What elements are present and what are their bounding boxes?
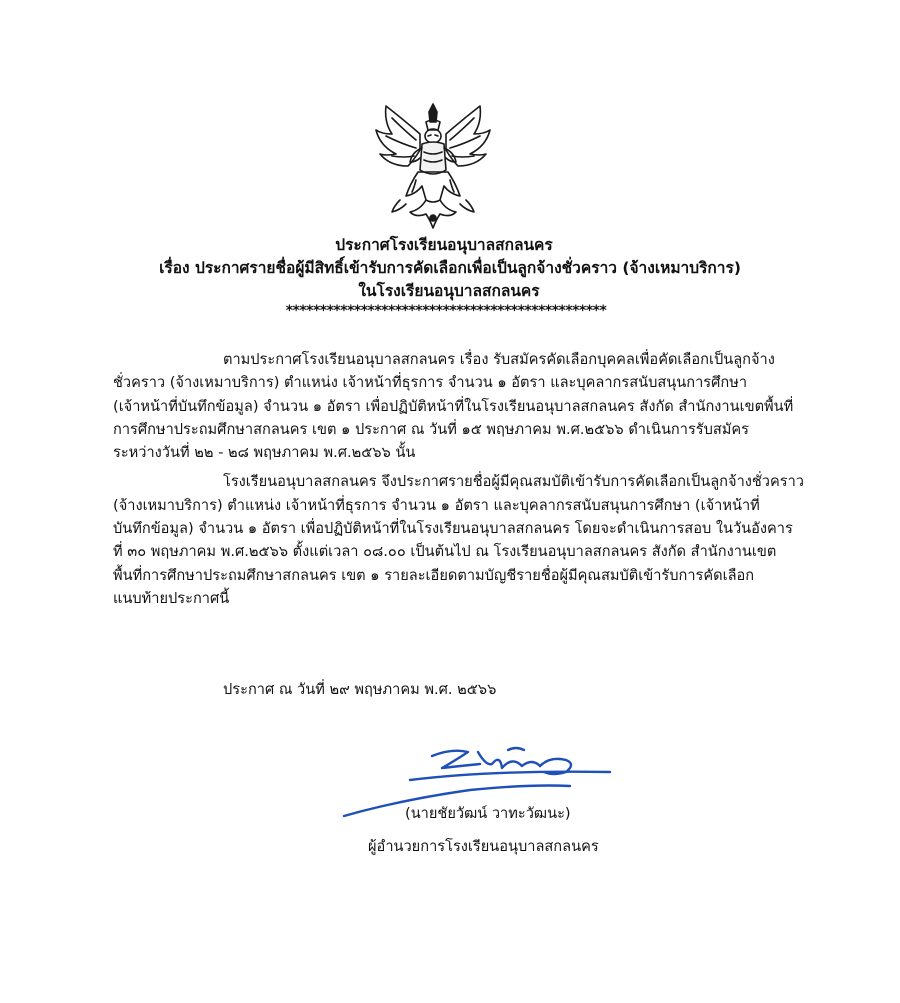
- paragraph-2-line: พื้นที่การศึกษาประถมศึกษาสกลนคร เขต ๑ รายละเอียดตามบัญชีรายชื่อผู้มีคุณสมบัติเข้ารับการคัดเลือก: [113, 566, 755, 584]
- paragraph-2-line: โรงเรียนอนุบาลสกลนคร จึงประกาศรายชื่อผู้มีคุณสมบัติเข้ารับการคัดเลือกเป็นลูกจ้างชั่วคราว: [223, 473, 804, 491]
- paragraph-2: [113, 470, 818, 610]
- title-line-1: ประกาศโรงเรียนอนุบาลสกลนคร: [335, 236, 553, 254]
- signatory-name: (นายชัยวัฒน์ วาทะวัฒนะ): [405, 805, 571, 822]
- announcement-body: [113, 348, 818, 616]
- announcement-date: ประกาศ ณ วันที่ ๒๙ พฤษภาคม พ.ศ. ๒๕๖๖: [223, 681, 497, 698]
- paragraph-1: [113, 348, 818, 464]
- paragraph-1-line: การศึกษาประถมศึกษาสกลนคร เขต ๑ ประกาศ ณ วันที่ ๑๕ พฤษภาคม พ.ศ.๒๕๖๖ ดำเนินการรับสมัคร: [113, 420, 750, 438]
- signatory-position: ผู้อำนวยการโรงเรียนอนุบาลสกลนคร: [368, 838, 599, 855]
- title-separator: ***********************************************: [285, 303, 607, 319]
- paragraph-2-line: บันทึกข้อมูล) จำนวน ๑ อัตรา เพื่อปฏิบัติหน้าที่ในโรงเรียนอนุบาลสกลนคร โดยจะดำเนินการสอบ ในวันอังคาร: [113, 520, 793, 538]
- paragraph-1-line: (เจ้าหน้าที่บันทึกข้อมูล) จำนวน ๑ อัตรา เพื่อปฏิบัติหน้าที่ในโรงเรียนอนุบาลสกลนคร สังกัด สำนักงานเขตพื้นที่: [113, 397, 794, 415]
- garuda-emblem-icon: [370, 100, 496, 232]
- paragraph-2-line: (จ้างเหมาบริการ) ตำแหน่ง เจ้าหน้าที่ธุรการ จำนวน ๑ อัตรา และบุคลากรสนับสนุนการศึกษา (เจ้าหน้าที่: [113, 496, 760, 514]
- paragraph-2-line: แนบท้ายประกาศนี้: [113, 589, 230, 607]
- paragraph-1-line: ชั่วคราว (จ้างเหมาบริการ) ตำแหน่ง เจ้าหน้าที่ธุรการ จำนวน ๑ อัตรา และบุคลากรสนับสนุนการศึกษา: [113, 374, 748, 392]
- paragraph-1-line: ตามประกาศโรงเรียนอนุบาลสกลนคร เรื่อง รับสมัครคัดเลือกบุคคลเพื่อคัดเลือกเป็นลูกจ้าง: [223, 351, 775, 368]
- announcement-title: [0, 234, 900, 319]
- paragraph-2-line: ที่ ๓๐ พฤษภาคม พ.ศ.๒๕๖๖ ตั้งแต่เวลา ๐๘.๐๐ เป็นต้นไป ณ โรงเรียนอนุบาลสกลนคร สังกัด สำนักงานเขต: [113, 543, 777, 561]
- title-line-3: ในโรงเรียนอนุบาลสกลนคร: [358, 282, 540, 300]
- paragraph-1-line: ระหว่างวันที่ ๒๒ - ๒๘ พฤษภาคม พ.ศ.๒๕๖๖ นั้น: [113, 444, 416, 462]
- title-line-2: เรื่อง ประกาศรายชื่อผู้มีสิทธิ์เข้ารับการคัดเลือกเพื่อเป็นลูกจ้างชั่วคราว (จ้างเหมาบริการ): [159, 259, 741, 277]
